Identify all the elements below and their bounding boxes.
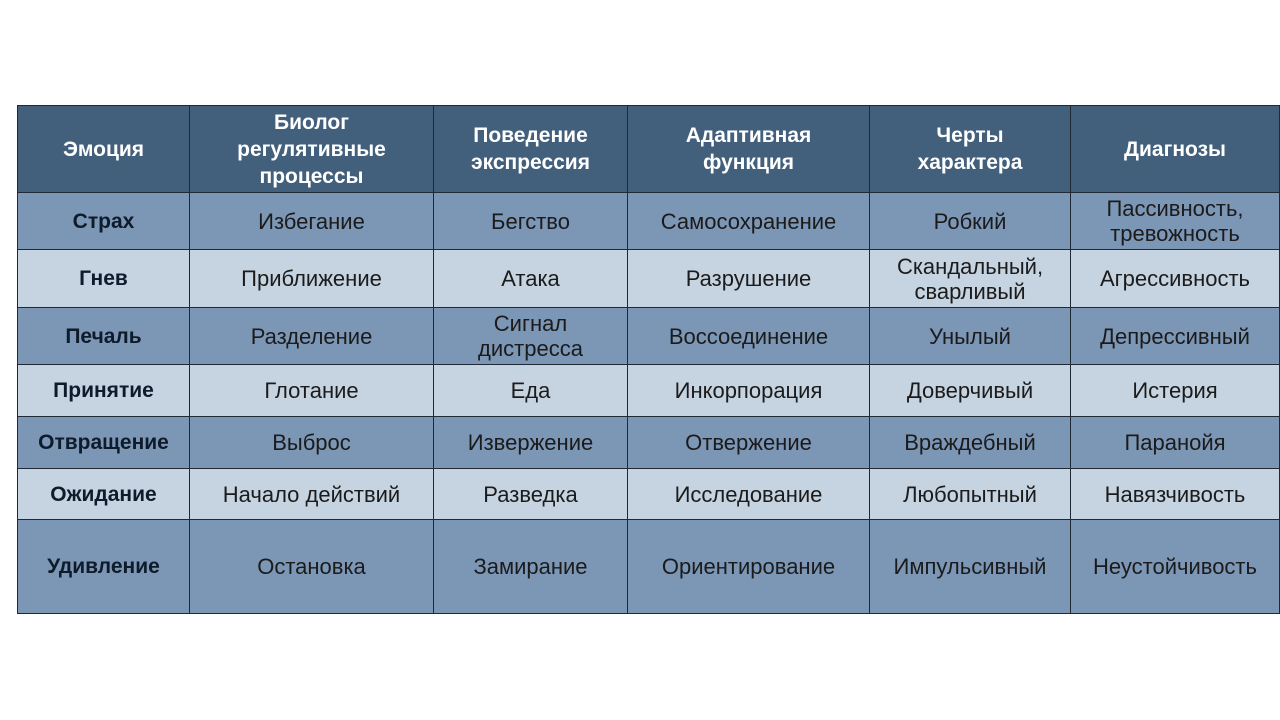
table-cell: Остановка xyxy=(190,520,434,614)
table-cell: Любопытный xyxy=(870,469,1071,520)
table-cell: Неустойчивость xyxy=(1071,520,1280,614)
table-cell: Инкорпорация xyxy=(628,365,870,417)
table-cell: Пассивность, тревожность xyxy=(1071,193,1280,250)
emotion-cell: Печаль xyxy=(18,308,190,365)
table-cell: Отвержение xyxy=(628,417,870,469)
table-cell: Извержение xyxy=(434,417,628,469)
table-cell: Сигнал дистресса xyxy=(434,308,628,365)
table-cell: Робкий xyxy=(870,193,1071,250)
table-cell: Самосохранение xyxy=(628,193,870,250)
header-emotion: Эмоция xyxy=(18,106,190,193)
table-cell: Паранойя xyxy=(1071,417,1280,469)
emotion-cell: Страх xyxy=(18,193,190,250)
table-row xyxy=(18,417,1280,469)
table-cell: Доверчивый xyxy=(870,365,1071,417)
table-cell: Исследование xyxy=(628,469,870,520)
table-cell: Начало действий xyxy=(190,469,434,520)
table-cell: Избегание xyxy=(190,193,434,250)
table-header-row xyxy=(18,106,1280,193)
table-cell: Скандальный, сварливый xyxy=(870,250,1071,308)
table-row xyxy=(18,193,1280,250)
table-cell: Еда xyxy=(434,365,628,417)
emotion-cell: Гнев xyxy=(18,250,190,308)
table-cell: Навязчивость xyxy=(1071,469,1280,520)
table-row xyxy=(18,365,1280,417)
table-cell: Приближение xyxy=(190,250,434,308)
table-cell: Импульсивный xyxy=(870,520,1071,614)
table-row xyxy=(18,250,1280,308)
table-row xyxy=(18,520,1280,614)
table-cell: Разрушение xyxy=(628,250,870,308)
emotion-cell: Ожидание xyxy=(18,469,190,520)
table-cell: Атака xyxy=(434,250,628,308)
table-cell: Бегство xyxy=(434,193,628,250)
table-row xyxy=(18,308,1280,365)
table-cell: Замирание xyxy=(434,520,628,614)
table-cell: Разделение xyxy=(190,308,434,365)
table-row xyxy=(18,469,1280,520)
emotion-cell: Отвращение xyxy=(18,417,190,469)
emotion-cell: Удивление xyxy=(18,520,190,614)
table-cell: Истерия xyxy=(1071,365,1280,417)
table-cell: Агрессивность xyxy=(1071,250,1280,308)
table-cell: Разведка xyxy=(434,469,628,520)
header-character-traits: Черты характера xyxy=(870,106,1071,193)
header-adaptive-function: Адаптивная функция xyxy=(628,106,870,193)
header-diagnoses: Диагнозы xyxy=(1071,106,1280,193)
table-cell: Выброс xyxy=(190,417,434,469)
emotions-table xyxy=(17,105,1280,614)
header-bio-regulatory-processes: Биолог регулятивные процессы xyxy=(190,106,434,193)
table-cell: Ориентирование xyxy=(628,520,870,614)
table-cell: Глотание xyxy=(190,365,434,417)
table-cell: Воссоединение xyxy=(628,308,870,365)
header-behavior-expression: Поведение экспрессия xyxy=(434,106,628,193)
emotion-cell: Принятие xyxy=(18,365,190,417)
table-cell: Депрессивный xyxy=(1071,308,1280,365)
table-cell: Враждебный xyxy=(870,417,1071,469)
table-cell: Унылый xyxy=(870,308,1071,365)
